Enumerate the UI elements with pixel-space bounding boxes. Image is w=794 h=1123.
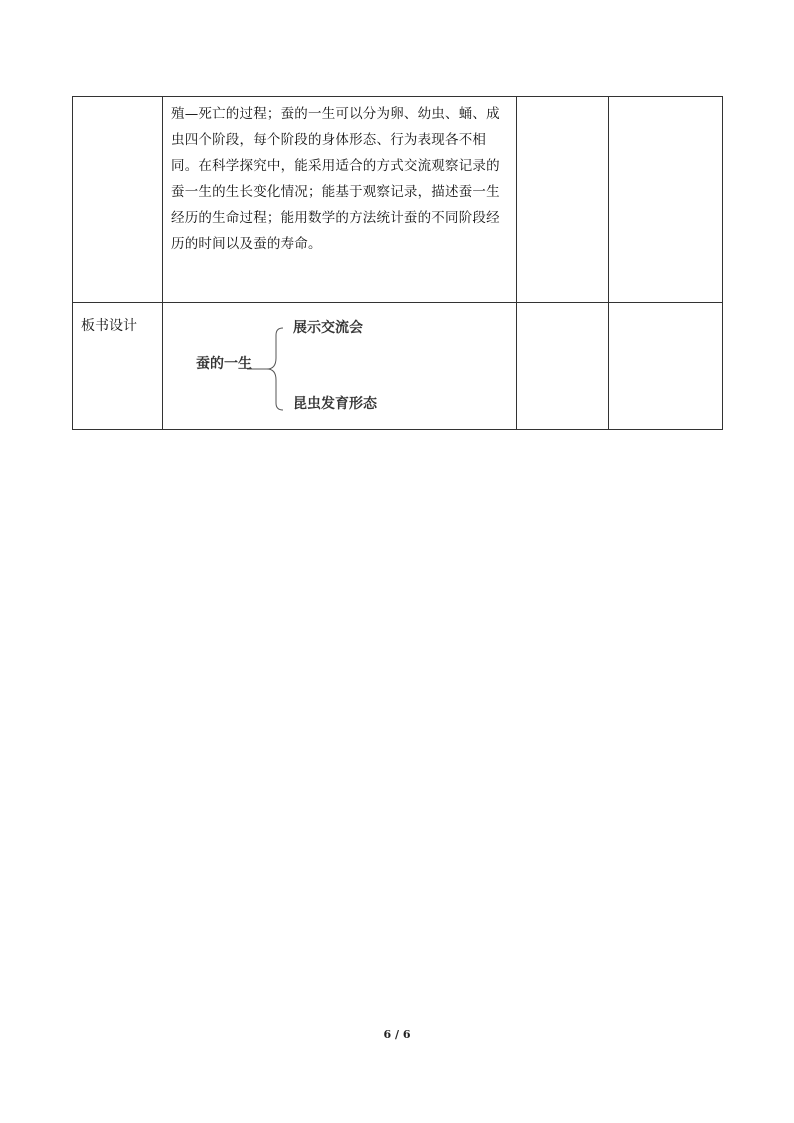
- objectives-label: [73, 97, 162, 109]
- lesson-plan-table: [72, 96, 723, 430]
- objectives-label-cell: [73, 97, 163, 303]
- board-design-diagram-cell: [163, 303, 517, 430]
- objectives-content-cell: [163, 97, 517, 303]
- board-branch-1: 展示交流会: [293, 320, 363, 336]
- empty-cell-7: [517, 303, 609, 430]
- empty-cell-8: [609, 303, 723, 430]
- empty-cell-4: [609, 97, 723, 303]
- board-branch-2: 昆虫发育形态: [293, 396, 377, 412]
- objectives-text: 殖—死亡的过程；蚕的一生可以分为卵、幼虫、蛹、成虫四个阶段，每个阶段的身体形态、行为表现各不相同。在科学探究中，能采用适合的方式交流观察记录的蚕一生的生长变化情况；能基于观察记录，描述蚕一生经历的生命过程；能用数学的方法统计蚕的不同阶段经历的时间以及蚕的寿命。: [171, 106, 500, 252]
- objectives-row: [73, 97, 723, 303]
- page-number: 6 / 6: [383, 1028, 411, 1041]
- board-root-topic: 蚕的一生: [196, 356, 252, 372]
- empty-cell-3: [517, 97, 609, 303]
- board-design-row: [73, 303, 723, 430]
- board-design-label-cell: [73, 303, 163, 430]
- board-design-label: 板书设计: [81, 318, 137, 334]
